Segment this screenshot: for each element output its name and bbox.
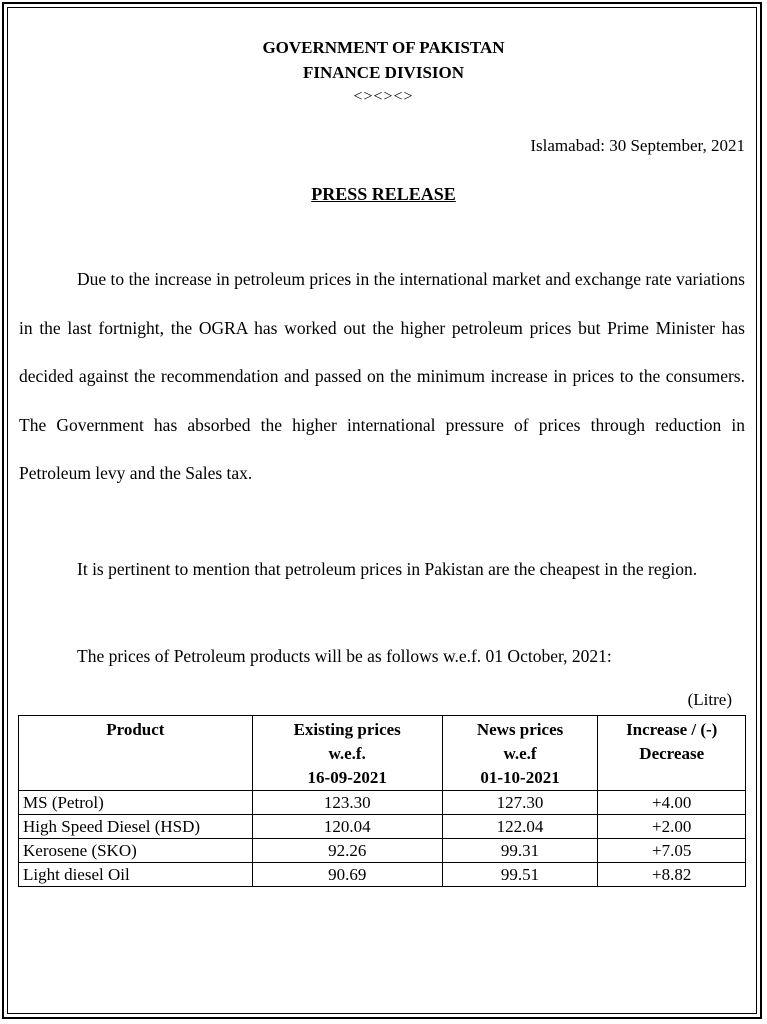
header-existing-line1: Existing prices: [293, 720, 401, 739]
cell-existing: 90.69: [252, 863, 442, 887]
header-change-line2: Decrease: [639, 744, 705, 763]
cell-new: 122.04: [442, 815, 598, 839]
cell-change: +4.00: [598, 791, 746, 815]
cell-product: MS (Petrol): [19, 791, 253, 815]
paragraph-cheapest-region: It is pertinent to mention that petroleum prices in Pakistan are the cheapest in the region.: [77, 559, 698, 579]
header-ornament: <><><>: [353, 88, 414, 105]
price-table: [18, 715, 746, 887]
header-new: [442, 716, 598, 791]
header-change-line1: Increase / (-): [626, 720, 718, 739]
unit-label: (Litre): [687, 690, 732, 709]
header-change: [598, 716, 746, 791]
cell-new: 99.31: [442, 839, 598, 863]
header-new-line2: w.e.f: [503, 744, 537, 763]
header-division: FINANCE DIVISION: [302, 63, 465, 82]
page-title: PRESS RELEASE: [311, 184, 456, 204]
header-existing: [252, 716, 442, 791]
cell-existing: 92.26: [252, 839, 442, 863]
cell-product: Light diesel Oil: [19, 863, 253, 887]
paragraph-price-increase: Due to the increase in petroleum prices in the international market and exchange rate variations in the last fortnight, the OGRA has worked out the higher petroleum prices but Prime Minister has decided against the recommendation and passed on the minimum increase in prices to the consumers. The Government has absorbed the higher international pressure of prices through reduction in Petroleum levy and the Sales tax.: [19, 269, 745, 483]
cell-change: +2.00: [598, 815, 746, 839]
header-new-line3: 01-10-2021: [480, 768, 560, 787]
header-product: [19, 716, 253, 791]
cell-product: Kerosene (SKO): [19, 839, 253, 863]
cell-change: +8.82: [598, 863, 746, 887]
cell-existing: 123.30: [252, 791, 442, 815]
header-new-line1: News prices: [476, 720, 564, 739]
table-header-row: [19, 716, 746, 791]
table-row: [19, 839, 746, 863]
cell-new: 99.51: [442, 863, 598, 887]
paragraph-prices-intro: The prices of Petroleum products will be as follows w.e.f. 01 October, 2021:: [77, 646, 612, 666]
table-row: [19, 791, 746, 815]
table-row: [19, 863, 746, 887]
table-row: [19, 815, 746, 839]
cell-product: High Speed Diesel (HSD): [19, 815, 253, 839]
header-product-label: Product: [106, 720, 165, 739]
dateline: Islamabad: 30 September, 2021: [530, 136, 745, 155]
cell-existing: 120.04: [252, 815, 442, 839]
cell-change: +7.05: [598, 839, 746, 863]
header-existing-line2: w.e.f.: [328, 744, 366, 763]
cell-new: 127.30: [442, 791, 598, 815]
header-government: GOVERNMENT OF PAKISTAN: [262, 38, 505, 57]
header-existing-line3: 16-09-2021: [307, 768, 387, 787]
